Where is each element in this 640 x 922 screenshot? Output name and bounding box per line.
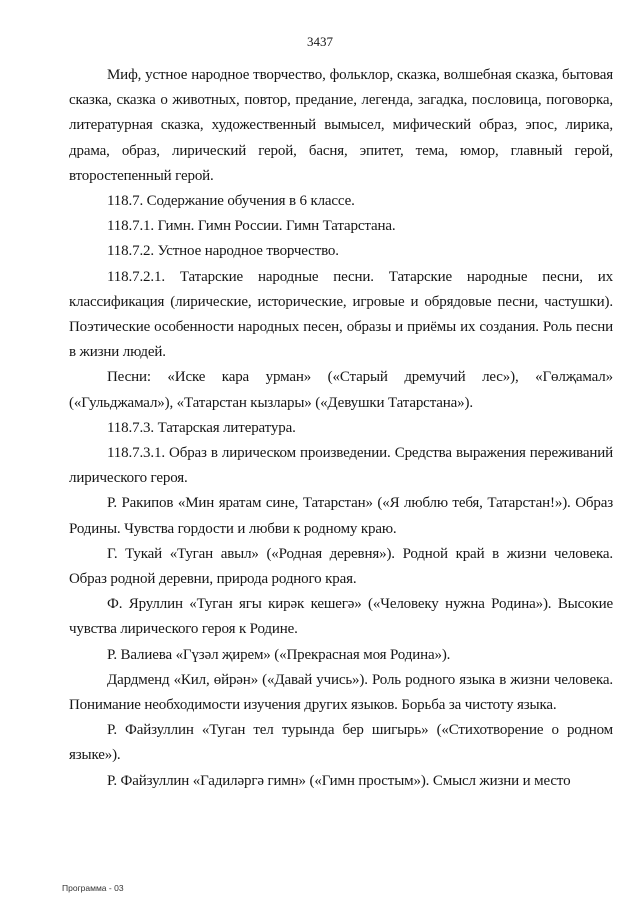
paragraph-rakipov: Р. Ракипов «Мин яратам сине, Татарстан» («Я люблю тебя, Татарстан!»). Образ Родины. Чувства гордости и любви к родному краю. <box>69 495 613 537</box>
page-number: 3437 <box>307 34 333 49</box>
paragraph-lyric-image: 118.7.3.1. Образ в лирическом произведении. Средства выражения переживаний лирического героя. <box>69 445 613 487</box>
paragraph-glossary: Миф, устное народное творчество, фольклор, сказка, волшебная сказка, бытовая сказка, сказка о животных, повтор, предание, легенда, загадка, пословица, поговорка, литературная сказка, художественный вымысел, мифический образ, эпос, лирика, драма, образ, лирический герой, басня, эпитет, тема, юмор, главный герой, второстепенный герой. <box>69 67 613 184</box>
paragraph-tukay: Г. Тукай «Туган авыл» («Родная деревня»). Родной край в жизни человека. Образ родной деревни, природа родного края. <box>69 545 613 588</box>
section-heading-118-7: 118.7. Содержание обучения в 6 классе. <box>107 193 355 210</box>
paragraph-folk-songs: 118.7.2.1. Татарские народные песни. Татарские народные песни, их классификация (лирические, исторические, игровые и обрядовые песни, частушки). Поэтические особенности народных песен, образы и приёмы их создания. Роль песни в жизни людей. <box>69 268 613 361</box>
paragraph-songs-list: Песни: «Иске кара урман» («Старый дремучий лес»), «Гөлҗамал» («Гульджамал»), «Татарстан кызлары» («Девушки Татарстана»). <box>69 369 613 411</box>
footer-label: Программа - 03 <box>62 883 124 893</box>
section-heading-118-7-1: 118.7.1. Гимн. Гимн России. Гимн Татарстана. <box>107 218 396 235</box>
document-body <box>69 63 613 794</box>
paragraph-yarullin: Ф. Яруллин «Туган ягы кирәк кешегә» («Человеку нужна Родина»). Высокие чувства лирического героя к Родине. <box>69 596 613 638</box>
paragraph-fayzullin-2: Р. Файзуллин «Гадиләргә гимн» («Гимн простым»). Смысл жизни и место <box>107 772 571 789</box>
section-heading-118-7-3: 118.7.3. Татарская литература. <box>107 419 296 436</box>
paragraph-valieva: Р. Валиева «Гүзәл җирем» («Прекрасная моя Родина»). <box>107 646 451 663</box>
paragraph-fayzullin-1: Р. Файзуллин «Туган тел турында бер шигырь» («Стихотворение о родном языке»). <box>69 722 613 764</box>
section-heading-118-7-2: 118.7.2. Устное народное творчество. <box>107 243 339 260</box>
paragraph-dardmend: Дардменд «Кил, өйрән» («Давай учись»). Роль родного языка в жизни человека. Понимание необходимости изучения других языков. Борьба за чистоту языка. <box>69 671 613 714</box>
